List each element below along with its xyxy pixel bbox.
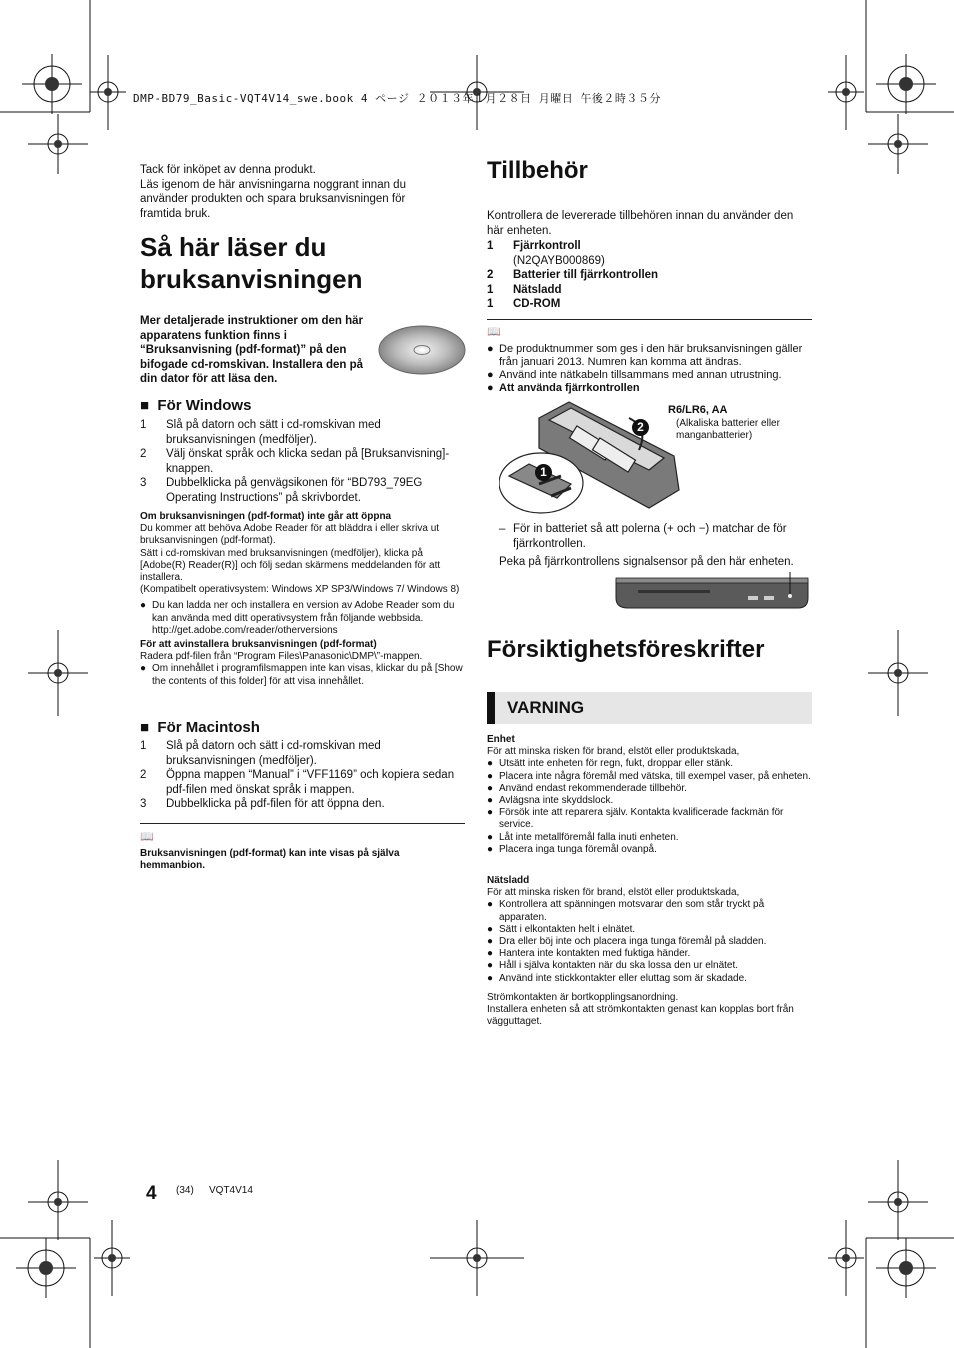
battery-sub: (Alkaliska batterier eller manganbatterier): [676, 418, 780, 441]
windows-steps: [140, 418, 465, 505]
accessories-title: Tillbehör: [487, 157, 588, 184]
cannot-open-text: Du kommer att behöva Adobe Reader för att bläddra i eller skriva ut bruksanvisningen (pdf-format). Sätt i cd-romskivan med bruksanvisningen (medföljer), klicka på [Adobe(R) Reader(R)] och följ sedan skärmens meddelanden för att installera. (Kompatibelt operativsystem: Windows XP SP3/Windows 7/ Windows 8): [140, 523, 460, 596]
note-item: ● De produktnummer som ges i den här bruksanvisningen gäller från januari 2013. Numren kan komma att ändras.: [487, 343, 803, 368]
page-ref: (34): [176, 1185, 194, 1196]
download-bullet: ● Du kan ladda ner och installera en version av Adobe Reader som du kan använda med ditt operativsystem från följande webbsida. http://get.adobe.com/reader/otherversions: [140, 600, 455, 636]
mac-step: 2 Öppna mappen “Manual” i “VFF1169” och kopiera sedan pdf-filen med önskat språk i mappen.: [140, 769, 455, 796]
divider: [140, 823, 465, 824]
unit-heading: Enhet: [487, 734, 515, 745]
uninstall-bullet: ● Om innehållet i programfilsmappen inte kan visas, klickar du på [Show the contents of this folder] för att visa innehållet.: [140, 663, 463, 687]
unit-section: [487, 734, 812, 856]
accessory-item: 1 Fjärrkontroll: [487, 240, 581, 252]
remote-battery-illustration: [499, 398, 689, 516]
cord-bullet: ● Dra eller böj inte och placera inga tunga föremål på sladden.: [487, 936, 767, 948]
cord-bullet: ● Kontrollera att spänningen motsvarar den som står tryckt på apparaten.: [487, 899, 765, 923]
mac-steps: [140, 739, 465, 812]
how-to-lead: Mer detaljerade instruktioner om den här apparatens funktion finns i “Bruksanvisning (pdf-format)” på den bifogade cd-romskivan. Installera den på din dator för att läsa den.: [140, 315, 364, 385]
windows-step: 2 Välj önskat språk och klicka sedan på [Bruksanvisning]-knappen.: [140, 448, 450, 475]
accessories-notes: [487, 343, 812, 395]
unit-bullet: ● Försök inte att reparera själv. Kontakta kvalificerade fackmän för service.: [487, 807, 784, 831]
warning-banner: [487, 692, 812, 724]
divider: [487, 319, 812, 320]
mac-step: 3 Dubbelklicka på pdf-filen för att öppna den.: [140, 798, 385, 810]
pdf-note: Bruksanvisningen (pdf-format) kan inte visas på själva hemmanbion.: [140, 848, 400, 872]
unit-bullet: ● Placera inga tunga föremål ovanpå.: [487, 843, 657, 855]
windows-heading: ■ För Windows: [140, 397, 252, 414]
unit-bullet: ● Använd endast rekommenderade tillbehör.: [487, 782, 687, 794]
sensor-note: Peka på fjärrkontrollens signalsensor på den här enheten.: [499, 556, 794, 568]
page-number: 4: [146, 1183, 157, 1204]
unit-bullet: ● Avlägsna inte skyddslock.: [487, 795, 614, 807]
accessory-item: 1 CD-ROM: [487, 298, 561, 310]
warning-label: VARNING: [507, 698, 585, 717]
windows-step: 1 Slå på datorn och sätt i cd-romskivan med bruksanvisningen (medföljer).: [140, 419, 381, 446]
how-to-title: Så här läser du bruksanvisningen: [140, 232, 363, 294]
print-header: DMP-BD79_Basic-VQT4V14_swe.book 4 ページ ２０１３年１月２８日 月曜日 午後２時３５分: [133, 92, 661, 105]
cord-bullet: ● Använd inte stickkontakter eller eluttag som är skadade.: [487, 972, 747, 984]
accessories-list: [487, 239, 812, 312]
remote-heading: ● Att använda fjärrkontrollen: [487, 382, 640, 394]
accessory-item: 1 Nätsladd: [487, 283, 562, 296]
unit-bullet: ● Utsätt inte enheten för regn, fukt, droppar eller stänk.: [487, 758, 734, 770]
cord-bullet: ● Hantera inte kontakten med fuktiga händer.: [487, 948, 691, 960]
battery-label: R6/LR6, AA: [668, 404, 728, 416]
accessories-intro: Kontrollera de levererade tillbehören innan du använder den här enheten.: [487, 210, 794, 237]
cord-intro: För att minska risken för brand, elstöt eller produktskada,: [487, 887, 740, 899]
step-2-badge: 2: [632, 419, 649, 436]
cd-rom-image: [377, 318, 467, 378]
precautions-footer: Strömkontakten är bortkopplingsanordning. Installera enheten så att strömkontakten genast kan kopplas bort från vägguttaget.: [487, 992, 794, 1028]
note-item: ● Använd inte nätkabeln tillsammans med annan utrustning.: [487, 369, 782, 381]
doc-code: VQT4V14: [209, 1185, 253, 1196]
book-icon: 📖: [140, 830, 154, 843]
mac-heading: ■ För Macintosh: [140, 719, 260, 736]
adobe-section: [140, 511, 465, 688]
player-illustration: [614, 572, 814, 612]
unit-bullet: ● Låt inte metallföremål falla inuti enheten.: [487, 831, 679, 843]
step-1-badge: 1: [535, 464, 552, 481]
uninstall-text: Radera pdf-filen från “Program Files\Panasonic\DMP\”-mappen.: [140, 651, 423, 663]
uninstall-title: För att avinstallera bruksanvisningen (pdf-format): [140, 639, 377, 651]
precautions-title: Försiktighetsföreskrifter: [487, 636, 765, 663]
cord-bullet: ● Sätt i elkontakten helt i elnätet.: [487, 923, 636, 935]
book-icon: 📖: [487, 325, 501, 338]
cord-section: [487, 875, 812, 985]
intro-text: Tack för inköpet av denna produkt. Läs igenom de här anvisningarna noggrant innan du använder produkten och spara bruksanvisningen för framtida bruk.: [140, 164, 406, 220]
accessory-item: 2 Batterier till fjärrkontrollen: [487, 269, 659, 281]
polarity-note: – För in batteriet så att polerna (+ och −) matchar de för fjärrkontrollen.: [499, 523, 787, 550]
unit-intro: För att minska risken för brand, elstöt eller produktskada,: [487, 746, 740, 758]
unit-bullet: ● Placera inte några föremål med vätska, till exempel vaser, på enheten.: [487, 770, 811, 782]
accessory-code: (N2QAYB000869): [513, 254, 605, 267]
windows-step: 3 Dubbelklicka på genvägsikonen för “BD793_79EG Operating Instructions” på skrivbordet.: [140, 477, 423, 504]
mac-step: 1 Slå på datorn och sätt i cd-romskivan med bruksanvisningen (medföljer).: [140, 740, 381, 767]
cannot-open-title: Om bruksanvisningen (pdf-format) inte går att öppna: [140, 511, 392, 522]
cord-heading: Nätsladd: [487, 875, 530, 886]
cord-bullet: ● Håll i själva kontakten när du ska lossa den ur elnätet.: [487, 960, 739, 972]
